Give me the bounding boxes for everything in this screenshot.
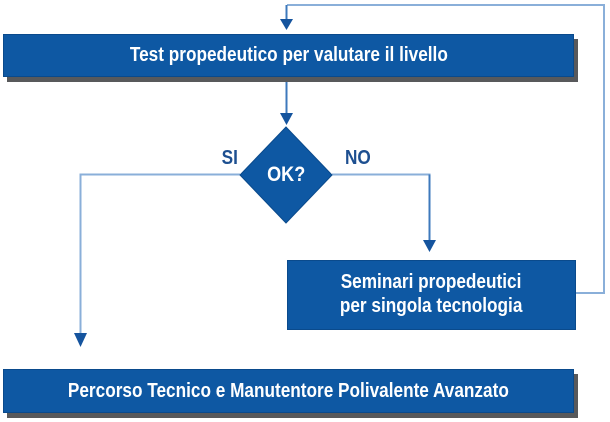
branch-label-no: NO	[345, 147, 371, 169]
node-percorso	[3, 369, 574, 413]
branch-label-si: SI	[221, 147, 238, 169]
node-seminari-line2: per singola tecnologia	[340, 295, 523, 317]
node-percorso-label: Percorso Tecnico e Manutentore Polivalente Avanzato	[68, 379, 509, 402]
node-decision-label-wrap	[240, 160, 332, 190]
node-test	[3, 34, 574, 77]
edge-decision-to-percorso-line	[81, 175, 241, 335]
arrowhead-into-test-icon	[280, 19, 293, 30]
node-seminari	[287, 260, 576, 330]
node-decision-label: OK?	[266, 163, 306, 186]
arrowhead-into-percorso-icon	[74, 333, 87, 347]
arrowhead-into-seminari-icon	[423, 240, 436, 252]
arrowhead-into-decision-icon	[280, 113, 293, 125]
node-seminari-line1: Seminari propedeutici	[341, 271, 522, 294]
node-test-label: Test propedeutico per valutare il livello	[129, 44, 448, 66]
